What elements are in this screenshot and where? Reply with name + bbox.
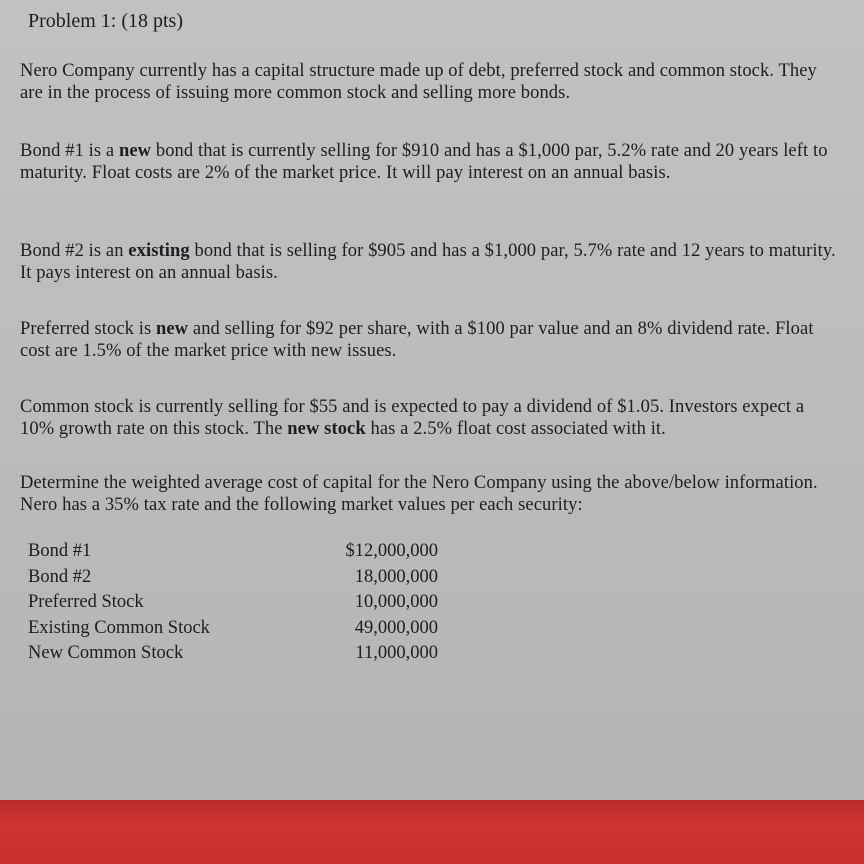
bond1-bold-word: new	[118, 141, 152, 161]
problem-title: Problem 1: (18 pts)	[28, 10, 183, 32]
preferred-text-before: Preferred stock is	[20, 319, 156, 339]
market-value-row	[28, 618, 458, 644]
market-value-row	[28, 643, 458, 669]
security-label: Bond #1	[28, 541, 92, 561]
security-label: Bond #2	[28, 566, 92, 587]
security-value: 18,000,000	[354, 566, 438, 587]
question-paragraph: Determine the weighted average cost of capital for the Nero Company using the above/below information. Nero has a 35% tax rate and the following market values per each security:	[20, 473, 818, 515]
market-value-row	[28, 567, 458, 593]
bond2-paragraph	[20, 240, 840, 284]
common-paragraph	[20, 396, 840, 440]
preferred-paragraph	[20, 318, 840, 362]
bond2-text-before: Bond #2 is an	[20, 241, 129, 261]
bond1-paragraph	[20, 140, 840, 184]
market-value-row	[28, 592, 458, 618]
security-label: Existing Common Stock	[28, 617, 210, 638]
security-value: 49,000,000	[354, 617, 438, 638]
bond1-text-after: bond that is currently selling for $910 and has a $1,000 par, 5.2% rate and 20 years left to maturity. Float costs are 2% of the market price. It will pay interest on an annual basis.	[20, 141, 828, 183]
red-folder-edge	[0, 800, 864, 864]
security-label: New Common Stock	[28, 643, 184, 663]
bond2-bold-word: existing	[128, 241, 190, 261]
market-values-list	[28, 541, 458, 669]
security-value: 11,000,000	[355, 643, 438, 663]
common-text-before: Common stock is currently selling for $55 and is expected to pay a dividend of $1.05. Investors expect a 10% growth rate on this stock. The	[20, 397, 805, 439]
common-bold-words: new stock	[287, 419, 366, 439]
common-text-after: has a 2.5% float cost associated with it.	[365, 419, 666, 439]
security-value: $12,000,000	[345, 541, 438, 561]
market-value-row	[28, 541, 458, 567]
preferred-text-after: and selling for $92 per share, with a $100 par value and an 8% dividend rate. Float cost are 1.5% of the market price with new issues.	[20, 319, 814, 361]
bond2-text-after: bond that is selling for $905 and has a $1,000 par, 5.7% rate and 12 years to maturity. It pays interest on an annual basis.	[20, 241, 836, 283]
bond1-text-before: Bond #1 is a	[20, 141, 119, 161]
intro-paragraph: Nero Company currently has a capital structure made up of debt, preferred stock and common stock. They are in the process of issuing more common stock and selling more bonds.	[20, 61, 817, 103]
security-value: 10,000,000	[354, 592, 438, 612]
preferred-bold-word: new	[155, 319, 189, 339]
security-label: Preferred Stock	[28, 592, 144, 612]
